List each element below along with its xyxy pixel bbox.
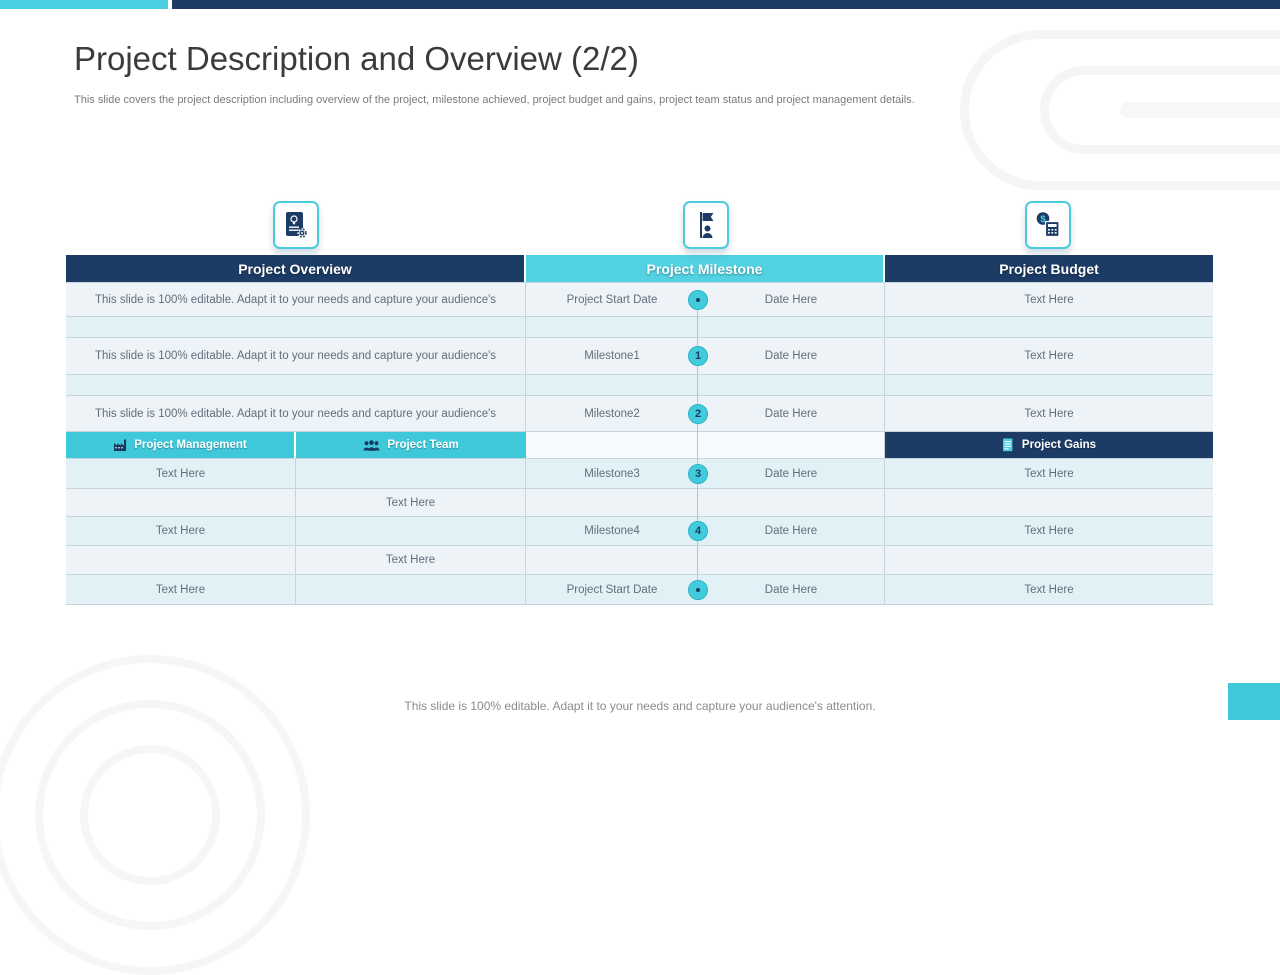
empty-cell (885, 489, 1213, 516)
empty-cell (526, 432, 698, 458)
people-icon (363, 440, 380, 451)
table-subheader-row (66, 432, 1213, 459)
empty-cell (698, 317, 885, 337)
marker-dot (696, 298, 700, 302)
project-table (66, 255, 1213, 605)
timeline-marker-4: 4 (688, 521, 708, 541)
empty-cell (66, 546, 296, 574)
empty-cell (885, 375, 1213, 395)
subheader-project-team (296, 432, 526, 458)
table-row (66, 575, 1213, 605)
subheader-project-gains (885, 432, 1213, 458)
table-row (66, 459, 1213, 489)
gains-text-cell: Text Here (885, 517, 1213, 545)
table-header-row (66, 255, 1213, 283)
topbar-accent-navy (172, 0, 1280, 9)
table-spacer-row (66, 375, 1213, 396)
factory-icon (113, 439, 127, 451)
subheader-label: Project Management (134, 439, 247, 451)
empty-cell (698, 489, 885, 516)
team-text-cell: Text Here (296, 546, 526, 574)
empty-cell (296, 517, 526, 545)
milestone-date-cell: Date Here (698, 575, 885, 604)
management-text-cell: Text Here (66, 459, 296, 488)
table-row (66, 338, 1213, 375)
milestone-date-cell: Date Here (698, 283, 885, 316)
overview-text-cell: This slide is 100% editable. Adapt it to your needs and capture your audience's (66, 338, 526, 374)
timeline-marker-1: 1 (688, 346, 708, 366)
flag-person-icon (694, 210, 718, 240)
decorative-circle-bottom-left-inner (80, 745, 220, 885)
subheader-label: Project Team (387, 439, 459, 451)
budget-text-cell: Text Here (885, 283, 1213, 316)
gains-text-cell: Text Here (885, 459, 1213, 488)
header-project-budget: Project Budget (885, 255, 1213, 282)
milestone-timeline-line (697, 300, 698, 589)
topbar-accent-cyan (0, 0, 168, 9)
table-row (66, 396, 1213, 432)
table-spacer-row (66, 317, 1213, 338)
milestone-date-cell: Date Here (698, 517, 885, 545)
timeline-start-marker (688, 290, 708, 310)
milestone-label-cell: Milestone3 (526, 459, 698, 488)
table-row (66, 489, 1213, 517)
gains-text-cell: Text Here (885, 575, 1213, 604)
table-row (66, 546, 1213, 575)
budget-text-cell: Text Here (885, 396, 1213, 431)
empty-cell (526, 489, 698, 516)
header-project-overview: Project Overview (66, 255, 526, 282)
slide-subtitle: This slide covers the project description including overview of the project, milestone achieved, project budget and gains, project team status and project management details. (74, 94, 915, 106)
corner-accent-square (1228, 683, 1280, 720)
timeline-marker-3: 3 (688, 464, 708, 484)
team-text-cell: Text Here (296, 489, 526, 516)
milestone-label-cell: Project Start Date (526, 283, 698, 316)
management-text-cell: Text Here (66, 517, 296, 545)
empty-cell (698, 432, 885, 458)
svg-text:$: $ (1040, 214, 1046, 225)
milestone-date-cell: Date Here (698, 338, 885, 374)
empty-cell (296, 575, 526, 604)
overview-icon-box (273, 201, 319, 249)
empty-cell (66, 489, 296, 516)
milestone-label-cell: Milestone4 (526, 517, 698, 545)
milestone-date-cell: Date Here (698, 459, 885, 488)
subheader-project-management (66, 432, 296, 458)
empty-cell (698, 546, 885, 574)
overview-text-cell: This slide is 100% editable. Adapt it to your needs and capture your audience's (66, 396, 526, 431)
milestone-label-cell: Milestone1 (526, 338, 698, 374)
document-icon (1002, 438, 1015, 453)
budget-text-cell: Text Here (885, 338, 1213, 374)
empty-cell (526, 375, 698, 395)
timeline-marker-2: 2 (688, 404, 708, 424)
slide-title: Project Description and Overview (2/2) (74, 40, 639, 77)
empty-cell (698, 375, 885, 395)
empty-cell (885, 546, 1213, 574)
header-project-milestone: Project Milestone (526, 255, 885, 282)
document-gear-icon (283, 210, 309, 240)
empty-cell (66, 375, 526, 395)
empty-cell (296, 459, 526, 488)
overview-text-cell: This slide is 100% editable. Adapt it to your needs and capture your audience's (66, 283, 526, 316)
milestone-label-cell: Project Start Date (526, 575, 698, 604)
decorative-ring-top-right-inner (1120, 102, 1280, 118)
timeline-end-marker (688, 580, 708, 600)
milestone-icon-box (683, 201, 729, 249)
empty-cell (526, 546, 698, 574)
empty-cell (526, 317, 698, 337)
milestone-date-cell: Date Here (698, 396, 885, 431)
budget-icon-box (1025, 201, 1071, 249)
management-text-cell: Text Here (66, 575, 296, 604)
table-row (66, 283, 1213, 317)
dollar-calculator-icon (1034, 210, 1062, 240)
empty-cell (66, 317, 526, 337)
table-row (66, 517, 1213, 546)
empty-cell (885, 317, 1213, 337)
subheader-label: Project Gains (1021, 439, 1097, 451)
milestone-label-cell: Milestone2 (526, 396, 698, 431)
slide-footer-note: This slide is 100% editable. Adapt it to your needs and capture your audience's attention. (404, 699, 876, 713)
marker-dot (696, 588, 700, 592)
